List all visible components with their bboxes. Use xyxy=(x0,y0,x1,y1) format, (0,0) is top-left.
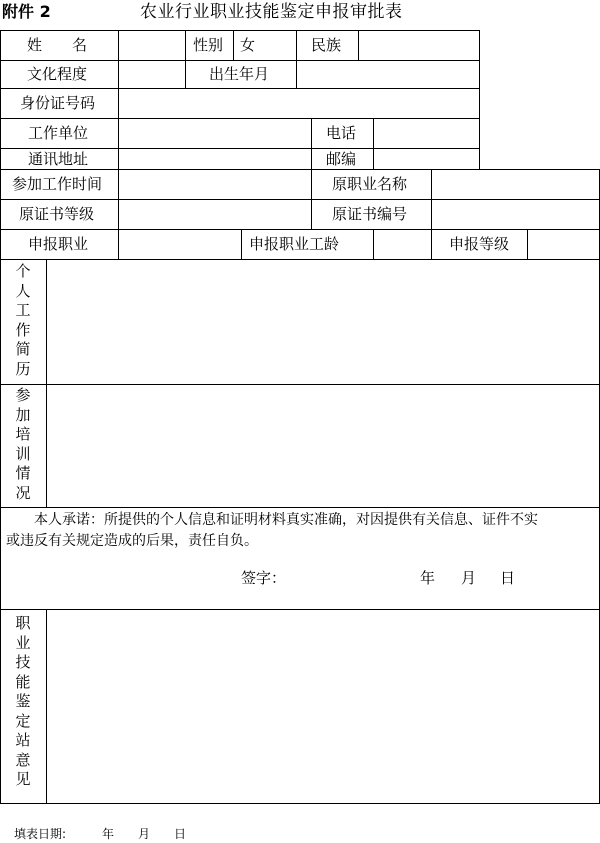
orig-cert-level-label: 原证书等级 xyxy=(19,205,95,223)
apply-level-label: 申报等级 xyxy=(449,235,510,253)
attachment-label: 附件 2 xyxy=(2,2,51,21)
phone-label: 电话 xyxy=(326,124,357,142)
station-opinion-label: 职业技能鉴定站意见 xyxy=(15,614,31,788)
signature-field[interactable] xyxy=(290,564,410,590)
id-number-label: 身份证号码 xyxy=(20,94,96,112)
employer-field[interactable] xyxy=(119,119,311,148)
fill-date: 填表日期: 年 月 日 xyxy=(14,827,187,841)
ethnicity-label: 民族 xyxy=(311,36,342,54)
education-field[interactable] xyxy=(119,61,185,88)
work-start-label: 参加工作时间 xyxy=(12,175,103,193)
orig-cert-number-label: 原证书编号 xyxy=(332,205,408,223)
apply-level-field[interactable] xyxy=(528,230,599,259)
gender-value[interactable]: 女 xyxy=(240,36,256,54)
apply-years-label: 申报职业工龄 xyxy=(249,235,340,253)
signature-label: 签字： xyxy=(241,569,287,587)
orig-cert-number-field[interactable] xyxy=(432,200,599,229)
birth-field[interactable] xyxy=(297,61,479,88)
orig-occupation-field[interactable] xyxy=(432,170,599,199)
sign-day-label: 日 xyxy=(500,569,516,587)
training-label: 参加培训情况 xyxy=(15,386,31,502)
gender-label: 性别 xyxy=(193,36,224,54)
address-field[interactable] xyxy=(119,149,311,169)
name-label: 姓 名 xyxy=(27,36,88,54)
address-label: 通讯地址 xyxy=(28,150,89,168)
sign-year-label: 年 xyxy=(420,569,436,587)
work-start-field[interactable] xyxy=(119,170,311,199)
name-field[interactable] xyxy=(119,31,185,60)
birth-label: 出生年月 xyxy=(209,65,270,83)
resume-field[interactable] xyxy=(47,260,599,384)
phone-field[interactable] xyxy=(374,119,479,148)
employer-label: 工作单位 xyxy=(28,124,89,142)
ethnicity-field[interactable] xyxy=(359,31,479,60)
apply-occupation-label: 申报职业 xyxy=(28,235,89,253)
sign-month-label: 月 xyxy=(461,569,477,587)
station-opinion-field[interactable] xyxy=(47,610,599,803)
resume-label: 个人工作简历 xyxy=(15,262,31,378)
orig-cert-level-field[interactable] xyxy=(119,200,311,229)
postcode-field[interactable] xyxy=(374,149,479,169)
form-title: 农业行业职业技能鉴定申报审批表 xyxy=(140,2,403,22)
id-number-field[interactable] xyxy=(119,89,479,118)
postcode-label: 邮编 xyxy=(326,150,357,168)
pledge-text-line2: 或违反有关规定造成的后果，责任自负。 xyxy=(6,533,258,549)
training-field[interactable] xyxy=(47,385,599,507)
orig-occupation-label: 原职业名称 xyxy=(332,175,408,193)
apply-years-field[interactable] xyxy=(374,230,431,259)
education-label: 文化程度 xyxy=(27,65,88,83)
apply-occupation-field[interactable] xyxy=(119,230,241,259)
pledge-text-line1: 本人承诺：所提供的个人信息和证明材料真实准确，对因提供有关信息、证件不实 xyxy=(34,512,538,528)
